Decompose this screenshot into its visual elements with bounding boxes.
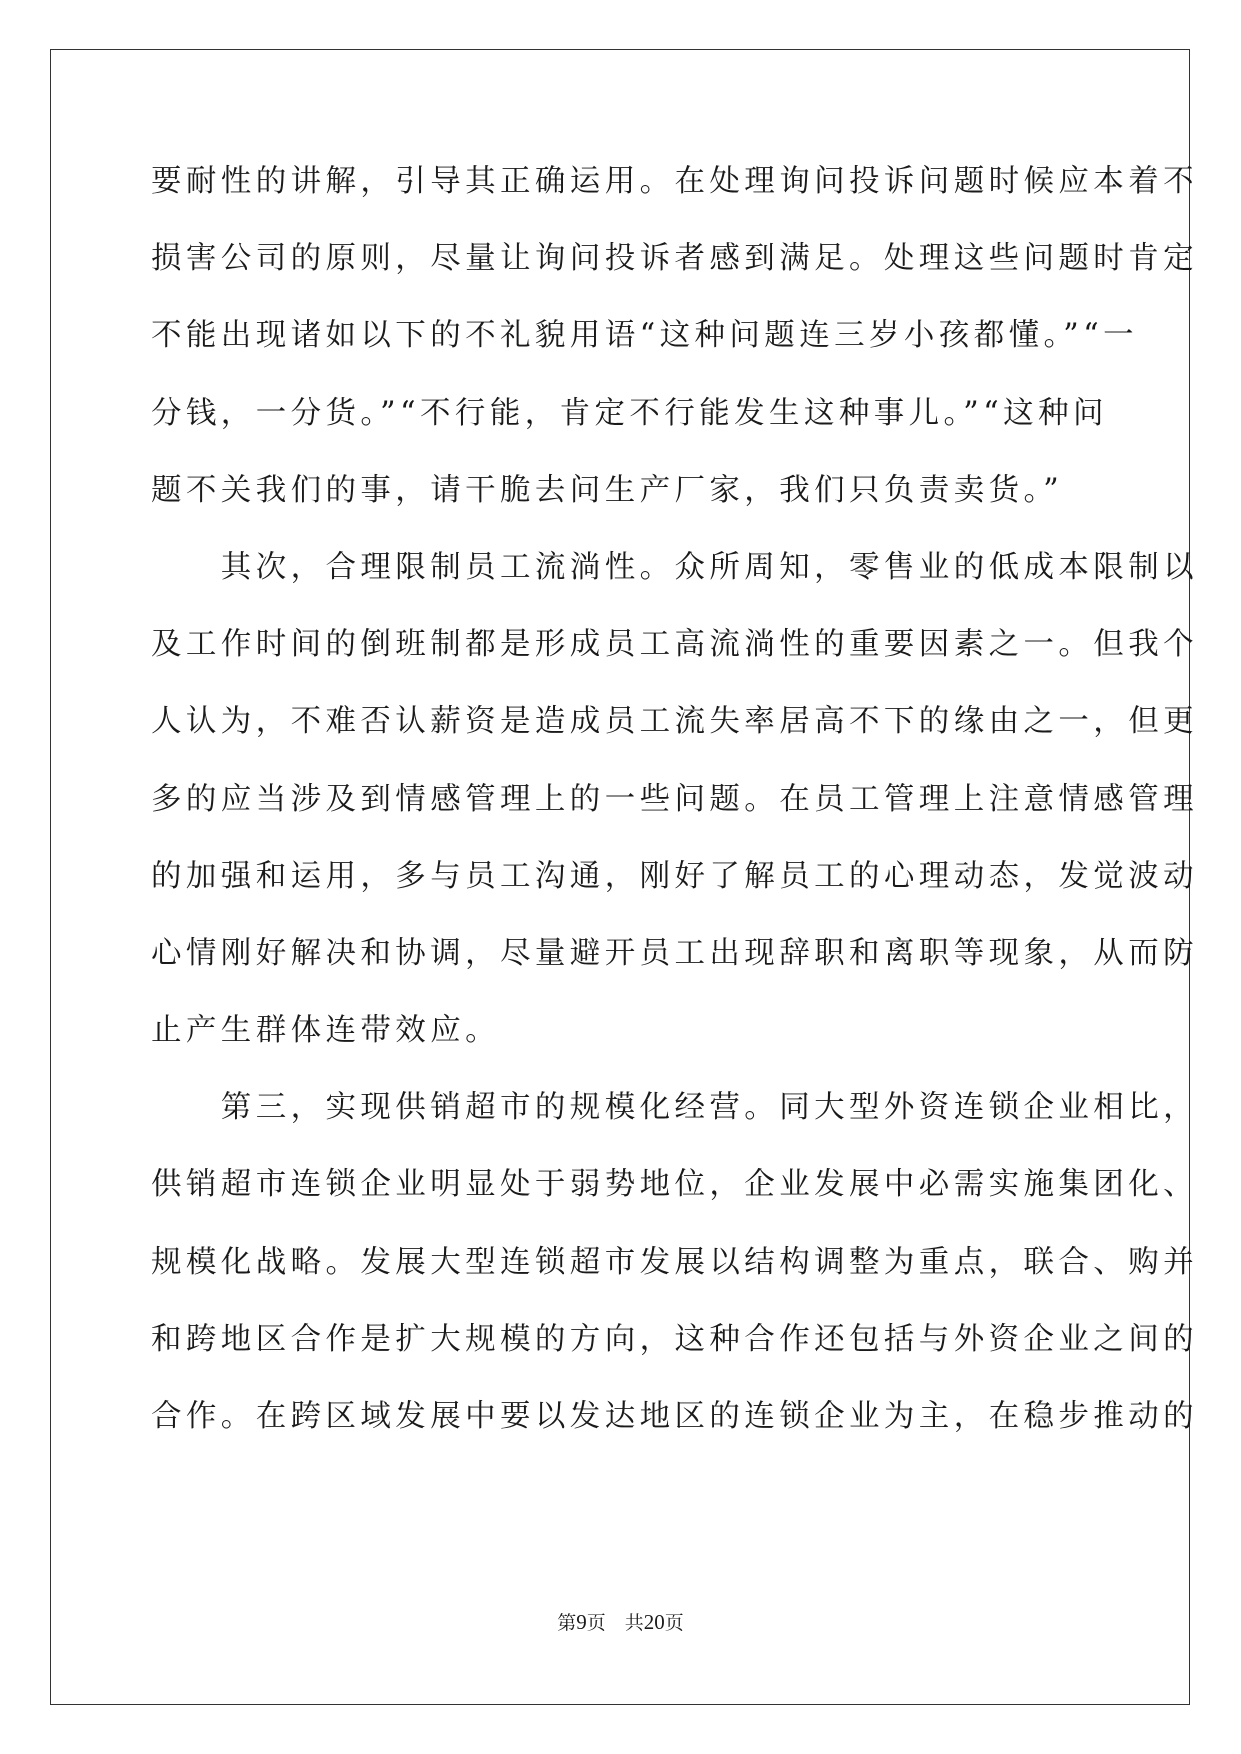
footer-page-suffix: 页 bbox=[664, 1612, 684, 1634]
text-line: 多的应当涉及到情感管理上的一些问题。在员工管理上注意情感管理 bbox=[151, 781, 1198, 817]
text-line: 其次，合理限制员工流淌性。众所周知，零售业的低成本限制以 bbox=[151, 549, 1198, 585]
text-line: 分钱，一分货。”“不行能，肯定不行能发生这种事儿。”“这种问 bbox=[151, 395, 1108, 431]
text-line: 不能出现诸如以下的不礼貌用语“这种问题连三岁小孩都懂。”“一 bbox=[151, 318, 1139, 354]
footer-page-mid: 页 共 bbox=[586, 1612, 644, 1634]
text-line: 及工作时间的倒班制都是形成员工高流淌性的重要因素之一。但我个 bbox=[151, 627, 1198, 663]
text-line: 规模化战略。发展大型连锁超市发展以结构调整为重点，联合、购并 bbox=[151, 1244, 1198, 1280]
text-line: 损害公司的原则，尽量让询问投诉者感到满足。处理这些问题时肯定 bbox=[151, 241, 1198, 277]
text-line: 人认为，不难否认薪资是造成员工流失率居高不下的缘由之一，但更 bbox=[151, 704, 1198, 740]
text-line: 心情刚好解决和协调，尽量避开员工出现辞职和离职等现象，从而防 bbox=[151, 935, 1198, 971]
text-line: 题不关我们的事，请干脆去问生产厂家，我们只负责卖货。” bbox=[151, 472, 1064, 508]
footer-total-pages: 20 bbox=[643, 1610, 665, 1634]
text-line: 的加强和运用，多与员工沟通，刚好了解员工的心理动态，发觉波动 bbox=[151, 858, 1198, 894]
text-line: 合作。在跨区域发展中要以发达地区的连锁企业为主，在稳步推动的 bbox=[151, 1399, 1198, 1434]
body-text bbox=[151, 160, 1198, 1472]
text-line: 要耐性的讲解，引导其正确运用。在处理询问投诉问题时候应本着不 bbox=[151, 164, 1198, 199]
text-line: 第三，实现供销超市的规模化经营。同大型外资连锁企业相比， bbox=[151, 1090, 1198, 1126]
text-line: 供销超市连锁企业明显处于弱势地位，企业发展中必需实施集团化、 bbox=[151, 1167, 1198, 1203]
page-footer bbox=[0, 1608, 1241, 1635]
text-line: 和跨地区合作是扩大规模的方向，这种合作还包括与外资企业之间的 bbox=[151, 1321, 1198, 1357]
text-line: 止产生群体连带效应。 bbox=[151, 1013, 500, 1049]
footer-page-number: 9 bbox=[576, 1610, 587, 1634]
footer-page-prefix: 第 bbox=[557, 1612, 577, 1634]
